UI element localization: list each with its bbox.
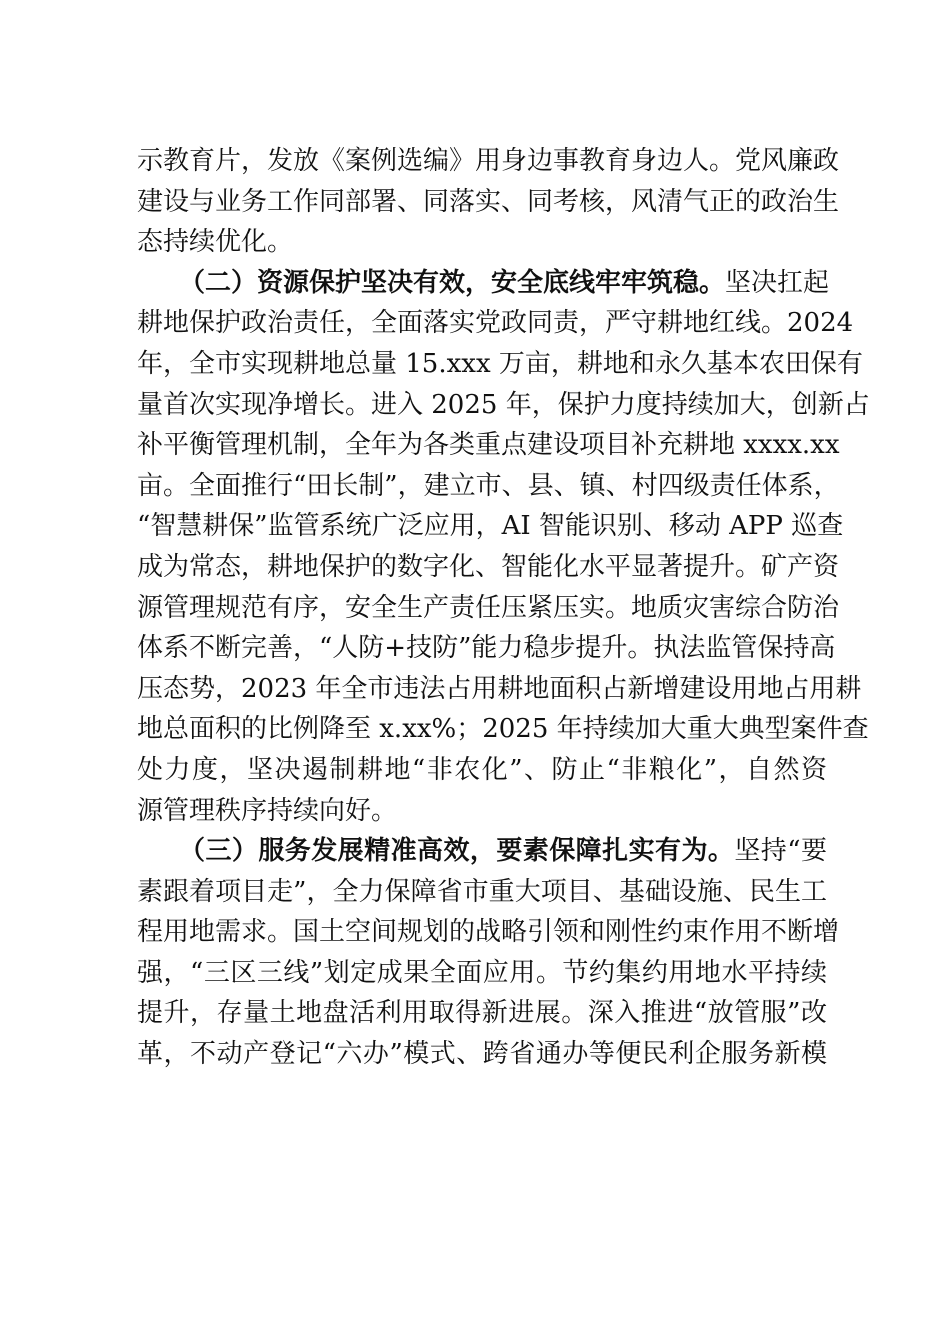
- text-line: “智慧耕保”监管系统广泛应用，AI 智能识别、移动 APP 巡查: [137, 511, 844, 542]
- text-line: 补平衡管理机制，全年为各类重点建设项目补充耕地 xxxx.xx: [137, 430, 840, 461]
- paragraph-2: [137, 263, 870, 831]
- text-line: 源管理秩序持续向好。: [137, 795, 398, 826]
- section-heading: （三）服务发展精准高效，要素保障扎实有为。: [179, 836, 735, 867]
- text-line: 建设与业务工作同部署、同落实、同考核，风清气正的政治生: [137, 186, 840, 217]
- text-line: 提升，存量土地盘活利用取得新进展。深入推进“放管服”改: [137, 998, 827, 1029]
- text-line: 源管理规范有序，安全生产责任压紧压实。地质灾害综合防治: [137, 592, 840, 623]
- text-line: 成为常态，耕地保护的数字化、智能化水平显著提升。矿产资: [137, 551, 840, 582]
- document-body: [137, 141, 870, 1075]
- text-line: 体系不断完善，“人防+技防”能力稳步提升。执法监管保持高: [137, 633, 836, 664]
- text-line: [137, 263, 830, 304]
- text-line: 态持续优化。: [137, 227, 294, 258]
- section-heading: （二）资源保护坚决有效，安全底线牢牢筑稳。: [179, 267, 726, 298]
- text-line: 耕地保护政治责任，全面落实党政同责，严守耕地红线。2024: [137, 308, 854, 339]
- paragraph-1: [137, 141, 840, 263]
- text-line: 素跟着项目走”，全力保障省市重大项目、基础设施、民生工: [137, 876, 827, 907]
- text-line: 年，全市实现耕地总量 15.xxx 万亩，耕地和永久基本农田保有: [137, 348, 863, 379]
- text-line: 处力度，坚决遏制耕地“非农化”、防止“非粮化”，自然资: [137, 754, 827, 785]
- text-line: 革，不动产登记“六办”模式、跨省通办等便民利企服务新模: [137, 1039, 827, 1070]
- text-run: 坚决扛起: [725, 267, 830, 298]
- text-line: [137, 831, 827, 872]
- paragraph-3: [137, 831, 840, 1075]
- text-line: 量首次实现净增长。进入 2025 年，保护力度持续加大，创新占: [137, 389, 870, 420]
- text-line: 程用地需求。国土空间规划的战略引领和刚性约束作用不断增: [137, 917, 840, 948]
- text-line: 地总面积的比例降至 x.xx%；2025 年持续加大重大典型案件查: [137, 714, 869, 745]
- text-line: 压态势，2023 年全市违法占用耕地面积占新增建设用地占用耕: [137, 673, 862, 704]
- text-line: 强，“三区三线”划定成果全面应用。节约集约用地水平持续: [137, 957, 827, 988]
- text-line: 示教育片，发放《案例选编》用身边事教育身边人。党风廉政: [137, 146, 840, 176]
- text-line: 亩。全面推行“田长制”，建立市、县、镇、村四级责任体系，: [137, 470, 840, 501]
- text-run: 坚持“要: [734, 836, 827, 867]
